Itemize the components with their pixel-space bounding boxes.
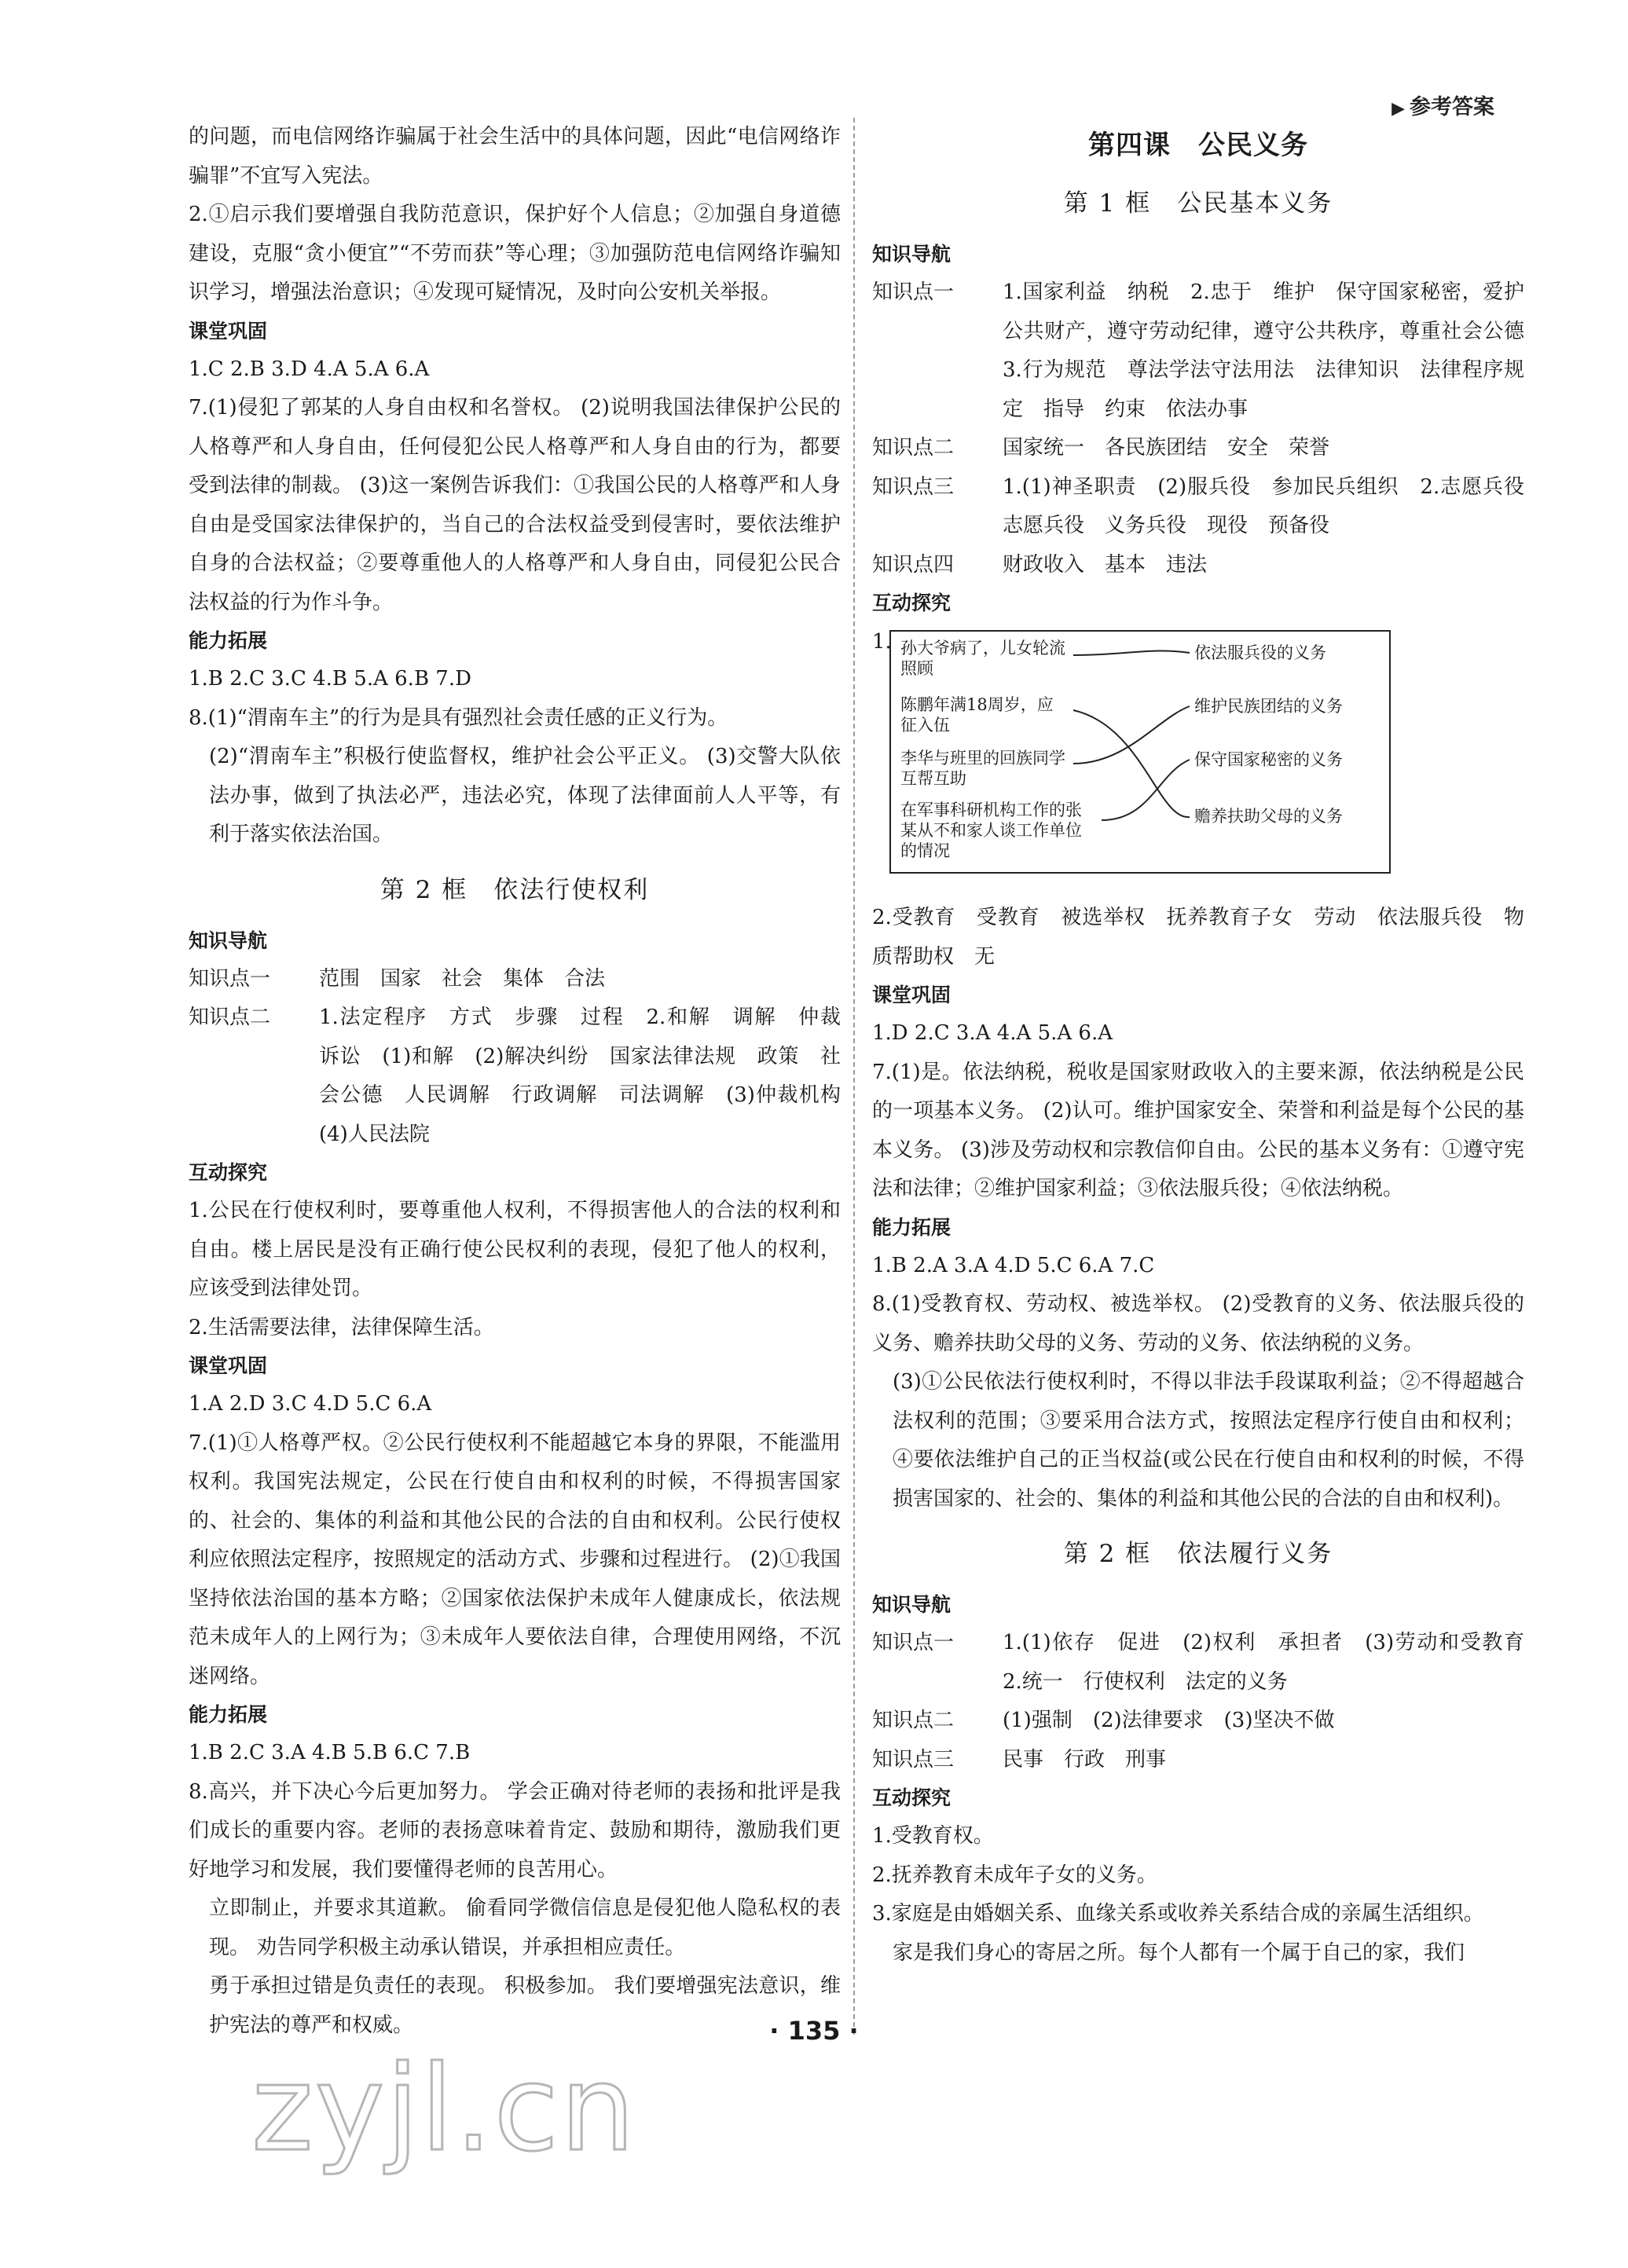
knowledge-point-label: 知识点三 bbox=[872, 474, 955, 499]
knowledge-point-text: (1)强制 (2)法律要求 (3)坚决不做 bbox=[1003, 1709, 1335, 1732]
match-left-item: 陈鹏年满18周岁，应征入伍 bbox=[900, 695, 1054, 735]
answer-line: 家是我们身心的寄居之所。每个人都有一个属于自己的家，我们 bbox=[893, 1940, 1465, 1965]
knowledge-point bbox=[872, 546, 1524, 585]
section-heading: 互动探究 bbox=[189, 1161, 268, 1184]
answer-line: 7.(1)侵犯了郭某的人身自由权和名誉权。 (2)说明我国法律保护公民的人格尊严和人身自由，任何侵犯公民人格尊严和人身自由的行为，都要受到法律的制裁。 (3)这一案例告诉我们：①我国公民的人格尊严和人身自由是受国家法律保护的，当自己的合法权益受到侵害时，要依法维护自身的合法权益；②要尊重他人的人格尊严和人身自由，同侵犯公民合法权益的行为作斗争。 bbox=[189, 396, 841, 614]
match-right-item: 保守国家秘密的义务 bbox=[1194, 750, 1343, 769]
section-heading: 互动探究 bbox=[872, 592, 952, 614]
section-heading: 课堂巩固 bbox=[189, 319, 268, 343]
knowledge-point bbox=[189, 998, 862, 1154]
section-heading: 互动探究 bbox=[872, 1786, 952, 1809]
knowledge-point-label: 知识点三 bbox=[872, 1747, 955, 1772]
matching-diagram bbox=[872, 625, 1524, 892]
section-tag-label: 参考答案 bbox=[1410, 95, 1494, 119]
frame-title: 第 2 框 依法履行义务 bbox=[1063, 1540, 1333, 1568]
section-heading: 知识导航 bbox=[189, 929, 268, 952]
answer-line: (3)①公民依法行使权利时，不得以非法手段谋取利益；②不得超越合法权利的范围；③要采用合法方式，按照法定程序行使自由和权利；④要依法维护自己的正当权益(或公民在行使自由和权利的时候，不得损害国家的、社会的、集体的利益和其他公民的合法的自由和权利)。 bbox=[893, 1370, 1524, 1511]
paragraph: 2.①启示我们要增强自我防范意识，保护好个人信息；②加强自身道德建设，克服“贪小便宜”“不劳而获”等心理；③加强防范电信网络诈骗知识学习，增强法治意识；④发现可疑情况，及时向公安机关举报。 bbox=[189, 203, 841, 304]
knowledge-point bbox=[872, 1702, 1524, 1741]
match-line bbox=[1102, 760, 1190, 820]
match-line bbox=[1073, 706, 1190, 764]
answer-line: 1.C 2.B 3.D 4.A 5.A 6.A bbox=[189, 357, 430, 381]
paragraph: 的问题，而电信网络诈骗属于社会生活中的具体问题，因此“电信网络诈骗罪”不宜写入宪法。 bbox=[189, 125, 841, 188]
answer-line: 2.抚养教育未成年子女的义务。 bbox=[872, 1863, 1157, 1887]
section-heading: 知识导航 bbox=[872, 1593, 952, 1616]
answer-line: 1.B 2.A 3.A 4.D 5.C 6.A 7.C bbox=[872, 1253, 1155, 1277]
answer-line: 3.家庭是由婚姻关系、血缘关系或收养关系结合成的亲属生活组织。 bbox=[872, 1902, 1484, 1925]
answer-line: 1.A 2.D 3.C 4.D 5.C 6.A bbox=[189, 1392, 432, 1416]
section-tag bbox=[1392, 90, 1494, 120]
knowledge-point-text: 民事 行政 刑事 bbox=[1003, 1747, 1167, 1772]
match-left-item: 李华与班里的回族同学互帮互助 bbox=[900, 749, 1065, 788]
knowledge-point-label: 知识点二 bbox=[872, 436, 955, 460]
match-left-item: 孙大爷病了，儿女轮流照顾 bbox=[900, 639, 1065, 678]
match-line bbox=[1073, 651, 1190, 655]
knowledge-point-text: 国家统一 各民族团结 安全 荣誉 bbox=[1003, 436, 1330, 460]
page-number: · 135 · bbox=[769, 2016, 859, 2046]
knowledge-point bbox=[872, 273, 1546, 429]
section-heading: 能力拓展 bbox=[872, 1215, 952, 1239]
match-left-item: 在军事科研机构工作的张某从不和家人谈工作单位的情况 bbox=[900, 801, 1082, 860]
knowledge-point bbox=[872, 468, 1546, 546]
lesson-title: 第四课 公民义务 bbox=[1088, 130, 1308, 161]
question-number: 1. bbox=[872, 630, 892, 654]
answer-line: 8.(1)受教育权、劳动权、被选举权。 (2)受教育的义务、依法服兵役的义务、赡养扶助父母的义务、劳动的义务、依法纳税的义务。 bbox=[872, 1292, 1524, 1355]
knowledge-point-label: 知识点一 bbox=[872, 280, 955, 304]
answer-line: 2.受教育 受教育 被选举权 抚养教育子女 劳动 依法服兵役 物质帮助权 无 bbox=[872, 906, 1524, 969]
knowledge-point-text: 1.(1)神圣职责 (2)服兵役 参加民兵组织 2.志愿兵役 志愿兵役 义务兵役 现役 预备役 bbox=[1003, 474, 1546, 537]
knowledge-point-text: 范围 国家 社会 集体 合法 bbox=[319, 966, 606, 991]
knowledge-point-label: 知识点四 bbox=[872, 552, 955, 577]
knowledge-point-label: 知识点二 bbox=[872, 1709, 955, 1732]
knowledge-point bbox=[872, 429, 1524, 468]
section-heading: 课堂巩固 bbox=[189, 1354, 268, 1377]
knowledge-point-text: 1.(1)依存 促进 (2)权利 承担者 (3)劳动和受教育 2.统一 行使权利 法定的义务 bbox=[1003, 1631, 1546, 1694]
knowledge-point-text: 财政收入 基本 违法 bbox=[1003, 552, 1208, 577]
knowledge-point bbox=[189, 960, 841, 999]
knowledge-point-label: 知识点一 bbox=[872, 1631, 955, 1654]
knowledge-point-label: 知识点一 bbox=[189, 966, 271, 991]
triangle-icon: ▶ bbox=[1392, 99, 1405, 119]
answer-line: 立即制止，并要求其道歉。 偷看同学微信信息是侵犯他人隐私权的表现。 劝告同学积极主动承认错误，并承担相应责任。 bbox=[209, 1896, 841, 1959]
matching-lines bbox=[891, 632, 1389, 872]
answer-line: 2.生活需要法律，法律保障生活。 bbox=[189, 1315, 494, 1339]
knowledge-point bbox=[872, 1741, 1524, 1780]
left-column bbox=[189, 118, 862, 2045]
section-heading: 课堂巩固 bbox=[872, 984, 952, 1006]
knowledge-point-text: 1.法定程序 方式 步骤 过程 2.和解 调解 仲裁 诉讼 (1)和解 (2)解决纠纷 国家法律法规 政策 社会公德 人民调解 行政调解 司法调解 (3)仲裁机构 (4)人民法院 bbox=[319, 1006, 862, 1146]
answer-line: 勇于承担过错是负责任的表现。 积极参加。 我们要增强宪法意识，维护宪法的尊严和权威。 bbox=[209, 1974, 841, 2037]
section-heading: 能力拓展 bbox=[189, 1703, 268, 1726]
answer-line: 1.公民在行使权利时，要尊重他人权利，不得损害他人的合法的权利和自由。楼上居民是没有正确行使公民权利的表现，侵犯了他人的权利，应该受到法律处罚。 bbox=[189, 1199, 841, 1300]
answer-line: 1.受教育权。 bbox=[872, 1824, 994, 1848]
frame-title: 第 2 框 依法行使权利 bbox=[380, 875, 650, 904]
knowledge-point-text: 1.国家利益 纳税 2.忠于 维护 保守国家秘密，爱护公共财产，遵守劳动纪律，遵守公共秩序，尊重社会公德 3.行为规范 尊法学法守法用法 法律知识 法律程序规定 指导 约束 依法办事 bbox=[1003, 280, 1546, 421]
answer-line: 8.高兴，并下决心今后更加努力。 学会正确对待老师的表扬和批评是我们成长的重要内容。老师的表扬意味着肯定、鼓励和期待，激励我们更好地学习和发展，我们要懂得老师的良苦用心。 bbox=[189, 1779, 841, 1881]
frame-title: 第 1 框 公民基本义务 bbox=[1063, 189, 1333, 218]
answer-line: 1.B 2.C 3.C 4.B 5.A 6.B 7.D bbox=[189, 667, 471, 691]
right-column bbox=[872, 118, 1546, 1973]
knowledge-point-label: 知识点二 bbox=[189, 1006, 271, 1029]
matching-box bbox=[889, 630, 1391, 874]
column-divider bbox=[853, 118, 855, 2035]
match-right-item: 依法服兵役的义务 bbox=[1194, 643, 1326, 662]
watermark: zyjl.cn bbox=[251, 2041, 637, 2178]
section-heading: 能力拓展 bbox=[189, 629, 268, 652]
match-right-item: 维护民族团结的义务 bbox=[1194, 697, 1343, 716]
answer-line: 8.(1)“渭南车主”的行为是具有强烈社会责任感的正义行为。 bbox=[189, 705, 728, 730]
section-heading: 知识导航 bbox=[872, 243, 952, 266]
answer-line: 7.(1)①人格尊严权。②公民行使权利不能超越它本身的界限，不能滥用权利。我国宪法规定，公民在行使自由和权利的时候，不得损害国家的、社会的、集体的利益和其他公民的合法的自由和权利。公民行使权利应依照法定程序，按照规定的活动方式、步骤和过程进行。 (2)①我国坚持依法治国的基本方略；②国家依法保护未成年人健康成长，依法规范未成年人的上网行为；③未成年人要依法自律，合理使用网络，不沉迷网络。 bbox=[189, 1431, 841, 1688]
answer-line: 7.(1)是。依法纳税，税收是国家财政收入的主要来源，依法纳税是公民的一项基本义务。 (2)认可。维护国家安全、荣誉和利益是每个公民的基本义务。 (3)涉及劳动权和宗教信仰自由。公民的基本义务有：①遵守宪法和法律；②维护国家利益；③依法服兵役；④依法纳税。 bbox=[872, 1060, 1524, 1200]
answer-line: (2)“渭南车主”积极行使监督权，维护社会公平正义。 (3)交警大队依法办事，做到了执法必严，违法必究，体现了法律面前人人平等，有利于落实依法治国。 bbox=[209, 745, 841, 846]
match-right-item: 赡养扶助父母的义务 bbox=[1194, 807, 1343, 826]
match-line bbox=[1073, 710, 1190, 817]
knowledge-point bbox=[872, 1624, 1546, 1702]
answer-line: 1.D 2.C 3.A 4.A 5.A 6.A bbox=[872, 1021, 1113, 1045]
answer-line: 1.B 2.C 3.A 4.B 5.B 6.C 7.B bbox=[189, 1741, 471, 1764]
